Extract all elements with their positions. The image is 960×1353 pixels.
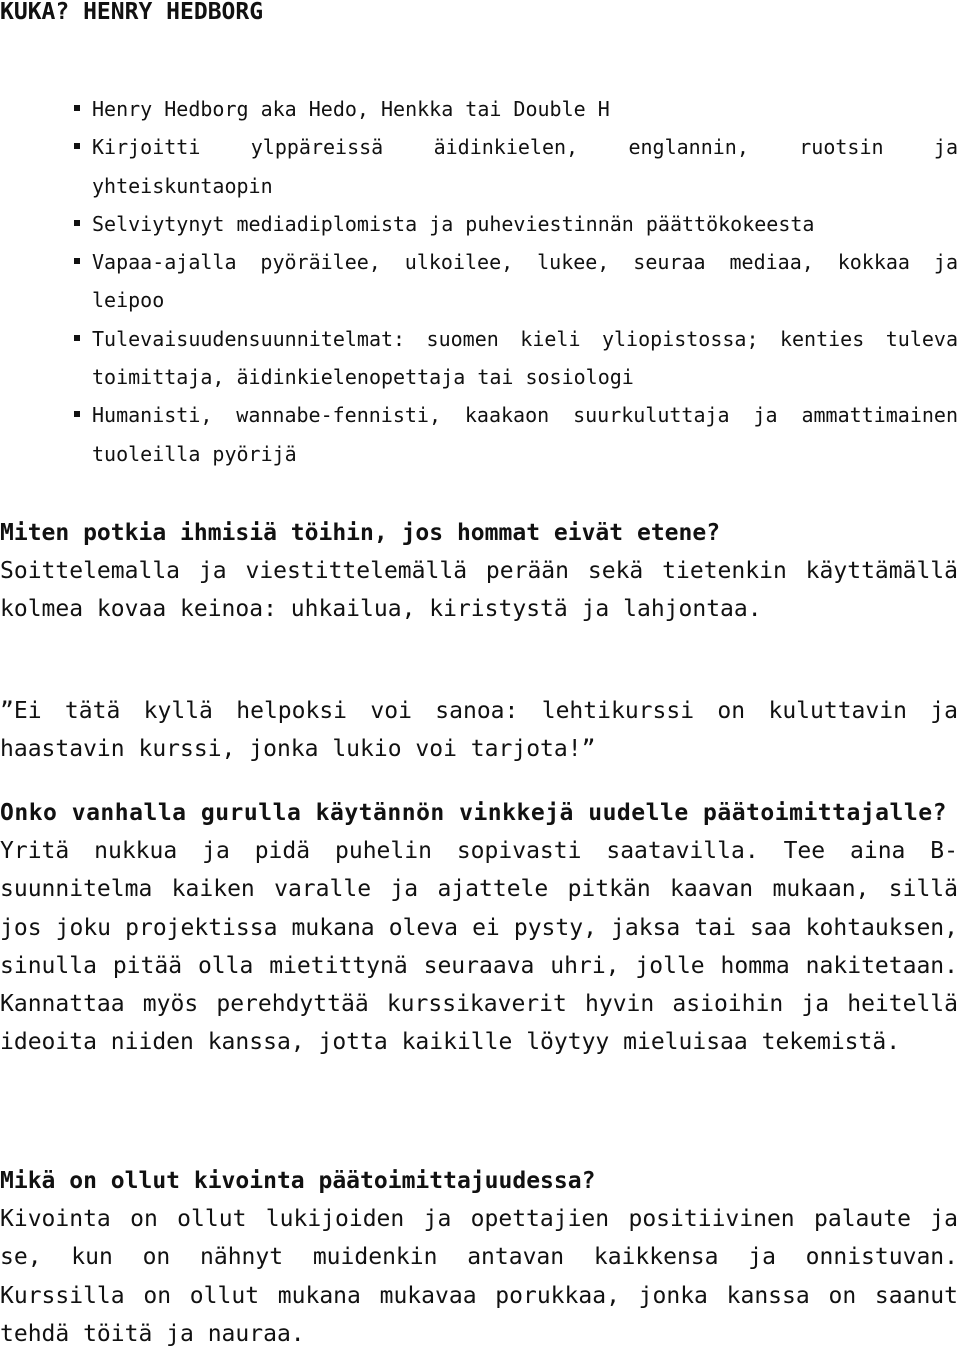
bullet-marker (74, 335, 80, 341)
list-item-text: Vapaa-ajalla pyöräilee, ulkoilee, lukee, seuraa mediaa, kokkaa ja leipoo (92, 250, 958, 313)
pull-quote: ”Ei tätä kyllä helpoksi voi sanoa: lehtikurssi on kuluttavin ja haastavin kurssi, jonka lukio voi tarjota!” (0, 698, 958, 763)
list-item (72, 243, 958, 320)
list-item (72, 90, 958, 128)
bullet-marker (74, 411, 80, 417)
question-heading: Onko vanhalla gurulla käytännön vinkkejä uudelle päätoimittajalle? (0, 800, 947, 826)
list-item-text: Selviytynyt mediadiplomista ja puheviestinnän päättökokeesta (92, 211, 815, 236)
list-item (72, 320, 958, 397)
list-item-text: Kirjoitti ylppäreissä äidinkielen, englannin, ruotsin ja yhteiskuntaopin (92, 135, 958, 198)
qa-section-1 (0, 514, 958, 629)
list-item-text: Tulevaisuudensuunnitelmat: suomen kieli yliopistossa; kenties tuleva toimittaja, äidinkielenopettaja tai sosiologi (92, 326, 958, 390)
bio-list (72, 90, 958, 473)
answer-text: Kivointa on ollut lukijoiden ja opettajien positiivinen palaute ja se, kun on nähnyt muidenkin antavan kaikkensa ja onnistuvan. Kurssilla on ollut mukana mukavaa porukkaa, jonka kanssa on saanut tehdä töitä ja nauraa. (0, 1206, 958, 1347)
bullet-marker (74, 258, 80, 264)
bullet-marker (74, 105, 80, 111)
qa-section-2 (0, 794, 958, 1061)
list-item (72, 396, 958, 473)
question-heading: Mikä on ollut kivointa päätoimittajuudessa? (0, 1168, 596, 1194)
list-item-text: Henry Hedborg aka Hedo, Henkka tai Double H (92, 97, 610, 121)
list-item (72, 128, 958, 205)
answer-text: Soittelemalla ja viestittelemällä perään sekä tietenkin käyttämällä kolmea kovaa keinoa: uhkailua, kiristystä ja lahjontaa. (0, 558, 958, 623)
list-item-text: Humanisti, wannabe-fennisti, kaakaon suurkuluttaja ja ammattimainen tuoleilla pyörijä (92, 403, 958, 466)
answer-text: Yritä nukkua ja pidä puhelin sopivasti saatavilla. Tee aina B-suunnitelma kaiken varalle ja ajattele pitkän kaavan mukaan, sillä jos joku projektissa mukana oleva ei pysty, jaksa tai saa kohtauksen, sinulla pitää olla mietittynä seuraava uhri, jolle homma nakitetaan. Kannattaa myös perehdyttää kurssikaverit hyvin asioihin ja heitellä ideoita niiden kanssa, jotta kaikille löytyy mieluisaa tekemistä. (0, 838, 958, 1056)
list-item (72, 205, 958, 243)
qa-section-3 (0, 1162, 958, 1353)
bullet-marker (74, 220, 80, 226)
page-title: KUKA? HENRY HEDBORG (0, 0, 264, 25)
question-heading: Miten potkia ihmisiä töihin, jos hommat eivät etene? (0, 520, 721, 546)
bullet-marker (74, 143, 80, 149)
